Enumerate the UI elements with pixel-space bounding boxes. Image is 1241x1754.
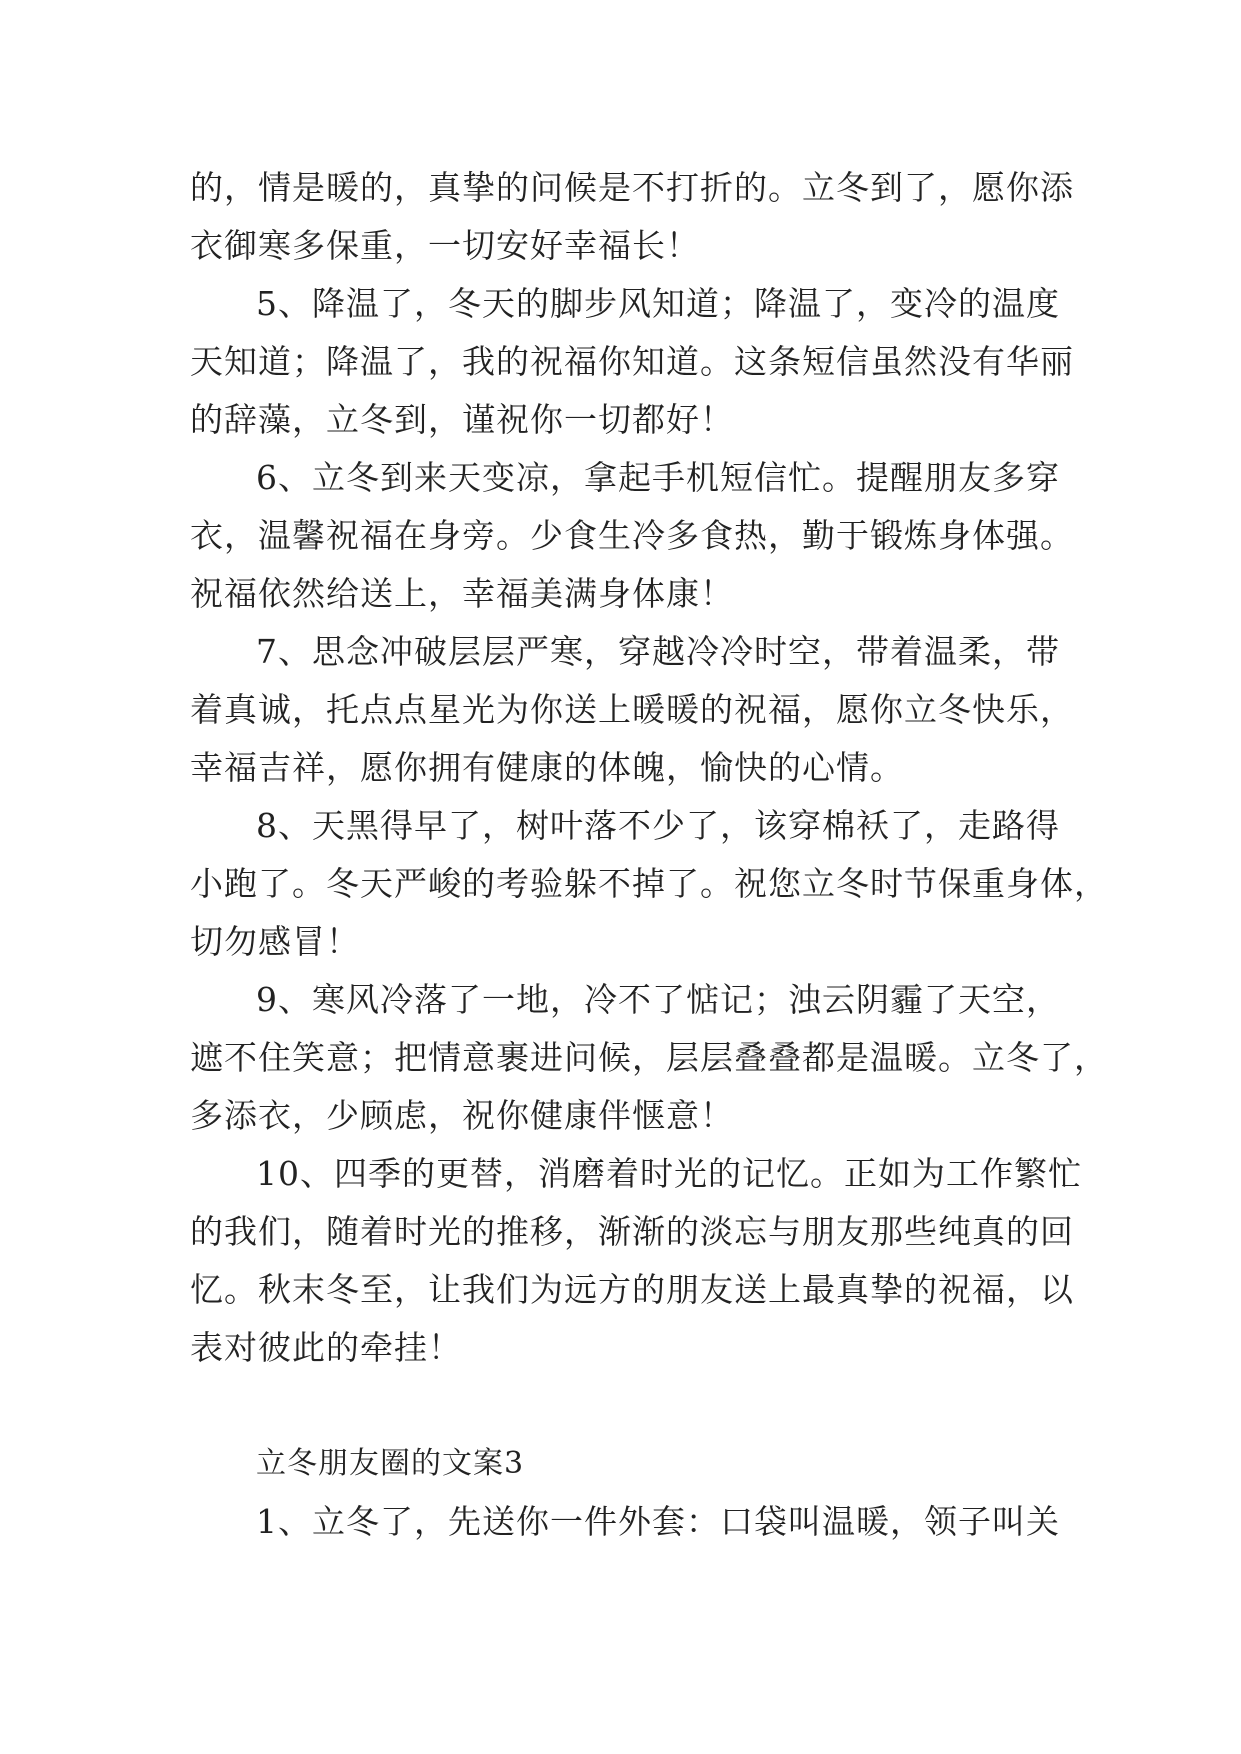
list-item-6: 6、立冬到来天变凉，拿起手机短信忙。提醒朋友多穿 [256,458,1060,497]
text-line: 幸福吉祥，愿你拥有健康的体魄，愉快的心情。 [190,748,904,787]
list-item-1: 1、立冬了，先送你一件外套：口袋叫温暖，领子叫关 [256,1502,1060,1541]
text-line: 切勿感冒！ [190,922,360,961]
section-heading: 立冬朋友圈的文案3 [256,1446,525,1481]
text-line: 的，情是暖的，真挚的问候是不打折的。立冬到了，愿你添 [190,168,1074,207]
text-line: 表对彼此的牵挂！ [190,1328,462,1367]
text-line: 祝福依然给送上，幸福美满身体康！ [190,574,734,613]
text-line: 遮不住笑意；把情意裹进问候，层层叠叠都是温暖。立冬了， [190,1038,1108,1077]
list-item-7: 7、思念冲破层层严寒，穿越冷冷时空，带着温柔，带 [256,632,1060,671]
text-line: 的我们，随着时光的推移，渐渐的淡忘与朋友那些纯真的回 [190,1212,1074,1251]
text-line: 衣御寒多保重，一切安好幸福长！ [190,226,700,265]
text-line: 多添衣，少顾虑，祝你健康伴惬意！ [190,1096,734,1135]
list-item-10: 10、四季的更替，消磨着时光的记忆。正如为工作繁忙 [256,1154,1082,1193]
text-line: 着真诚，托点点星光为你送上暖暖的祝福，愿你立冬快乐， [190,690,1074,729]
text-line: 小跑了。冬天严峻的考验躲不掉了。祝您立冬时节保重身体， [190,864,1108,903]
list-item-8: 8、天黑得早了，树叶落不少了，该穿棉袄了，走路得 [256,806,1060,845]
list-item-9: 9、寒风冷落了一地，冷不了惦记；浊云阴霾了天空， [256,980,1060,1019]
text-line: 衣，温馨祝福在身旁。少食生冷多食热，勤于锻炼身体强。 [190,516,1074,555]
text-line: 忆。秋末冬至，让我们为远方的朋友送上最真挚的祝福，以 [190,1270,1074,1309]
list-item-5: 5、降温了，冬天的脚步风知道；降温了，变冷的温度 [256,284,1060,323]
text-line: 的辞藻，立冬到，谨祝你一切都好！ [190,400,734,439]
text-line: 天知道；降温了，我的祝福你知道。这条短信虽然没有华丽 [190,342,1074,381]
